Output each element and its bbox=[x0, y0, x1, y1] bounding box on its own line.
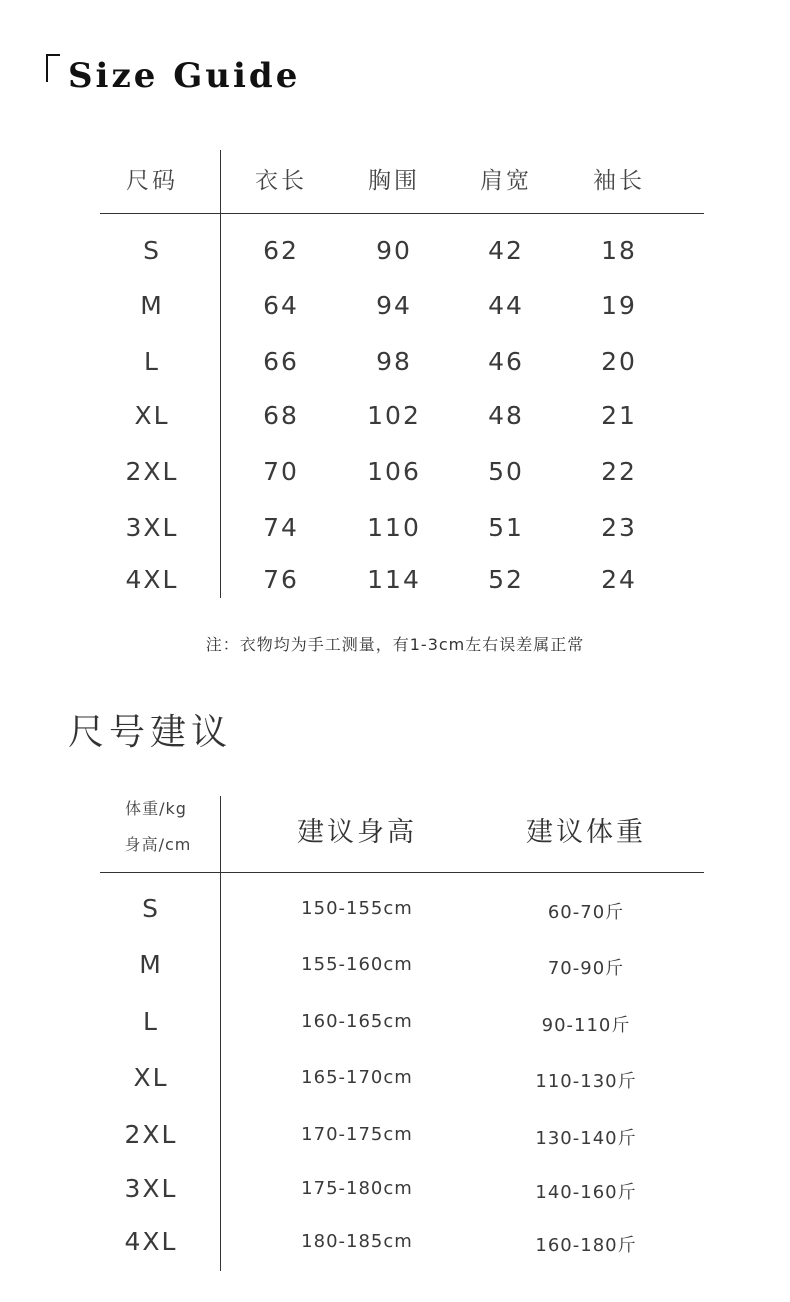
table-cell-chest: 106 bbox=[367, 457, 421, 486]
table-cell-size: 3XL bbox=[125, 513, 179, 542]
table-cell-sleeve: 22 bbox=[601, 457, 637, 486]
table-cell-size: XL bbox=[134, 401, 170, 430]
corner-label-weight: 体重/kg bbox=[125, 799, 187, 818]
table-cell-height: 165-170cm bbox=[301, 1067, 413, 1088]
column-header-recommended-weight: 建议体重 bbox=[526, 817, 646, 848]
table-cell-shoulder: 50 bbox=[488, 457, 524, 486]
table-cell-height: 180-185cm bbox=[301, 1231, 413, 1252]
table-cell-size: 3XL bbox=[124, 1174, 178, 1203]
table-cell-shoulder: 51 bbox=[488, 513, 524, 542]
table-cell-shoulder: 52 bbox=[488, 565, 524, 594]
table-cell-weight: 70-90斤 bbox=[547, 958, 625, 979]
table-cell-weight: 160-180斤 bbox=[535, 1235, 637, 1256]
table-cell-shoulder: 44 bbox=[488, 291, 524, 320]
column-header-recommended-height: 建议身高 bbox=[297, 817, 417, 848]
table-cell-weight: 130-140斤 bbox=[535, 1128, 637, 1149]
table-cell-height: 150-155cm bbox=[301, 898, 413, 919]
table-cell-size: S bbox=[142, 894, 160, 923]
table-cell-size: L bbox=[143, 1007, 159, 1036]
table-cell-chest: 114 bbox=[367, 565, 421, 594]
table-cell-size: 4XL bbox=[124, 1227, 178, 1256]
table-cell-shoulder: 46 bbox=[488, 347, 524, 376]
table-cell-length: 64 bbox=[263, 291, 299, 320]
table-cell-shoulder: 42 bbox=[488, 236, 524, 265]
table-cell-size: S bbox=[143, 236, 161, 265]
measurement-note: 注：衣物均为手工测量，有1-3cm左右误差属正常 bbox=[205, 635, 585, 654]
column-header-length: 衣长 bbox=[255, 168, 307, 194]
table-cell-length: 66 bbox=[263, 347, 299, 376]
corner-label-height: 身高/cm bbox=[124, 835, 192, 854]
table-cell-size: 2XL bbox=[124, 1120, 178, 1149]
table-cell-sleeve: 23 bbox=[601, 513, 637, 542]
table-divider-horizontal bbox=[100, 872, 704, 873]
table-cell-height: 175-180cm bbox=[301, 1178, 413, 1199]
column-header-shoulder: 肩宽 bbox=[480, 168, 532, 194]
table-cell-height: 170-175cm bbox=[301, 1124, 413, 1145]
column-header-sleeve: 袖长 bbox=[593, 168, 645, 194]
table-cell-size: L bbox=[144, 347, 160, 376]
table-cell-size: 2XL bbox=[125, 457, 179, 486]
section-title: 尺号建议 bbox=[68, 712, 233, 753]
table-cell-chest: 90 bbox=[376, 236, 412, 265]
table-cell-chest: 110 bbox=[367, 513, 421, 542]
table-cell-weight: 110-130斤 bbox=[535, 1071, 637, 1092]
table-cell-length: 70 bbox=[263, 457, 299, 486]
table-cell-size: M bbox=[139, 950, 163, 979]
table-cell-height: 155-160cm bbox=[301, 954, 413, 975]
table-cell-size: 4XL bbox=[125, 565, 179, 594]
title-bracket-decoration bbox=[46, 54, 60, 82]
table-cell-length: 76 bbox=[263, 565, 299, 594]
table-cell-weight: 140-160斤 bbox=[535, 1182, 637, 1203]
table-cell-chest: 94 bbox=[376, 291, 412, 320]
table-cell-weight: 90-110斤 bbox=[541, 1015, 631, 1036]
table-cell-length: 74 bbox=[263, 513, 299, 542]
table-cell-size: XL bbox=[133, 1063, 169, 1092]
table-divider-horizontal bbox=[100, 213, 704, 214]
table-cell-sleeve: 21 bbox=[601, 401, 637, 430]
table-cell-sleeve: 24 bbox=[601, 565, 637, 594]
column-header-chest: 胸围 bbox=[368, 168, 420, 194]
table-cell-weight: 60-70斤 bbox=[547, 902, 625, 923]
table-cell-size: M bbox=[140, 291, 164, 320]
table-cell-length: 68 bbox=[263, 401, 299, 430]
table-cell-chest: 102 bbox=[367, 401, 421, 430]
page-title: Size Guide bbox=[68, 56, 301, 96]
table-cell-sleeve: 18 bbox=[601, 236, 637, 265]
column-header-size: 尺码 bbox=[126, 168, 178, 194]
table-cell-shoulder: 48 bbox=[488, 401, 524, 430]
table-cell-length: 62 bbox=[263, 236, 299, 265]
table-divider-vertical bbox=[220, 150, 221, 598]
table-cell-chest: 98 bbox=[376, 347, 412, 376]
table-cell-sleeve: 20 bbox=[601, 347, 637, 376]
table-cell-sleeve: 19 bbox=[601, 291, 637, 320]
table-cell-height: 160-165cm bbox=[301, 1011, 413, 1032]
table-divider-vertical bbox=[220, 796, 221, 1271]
